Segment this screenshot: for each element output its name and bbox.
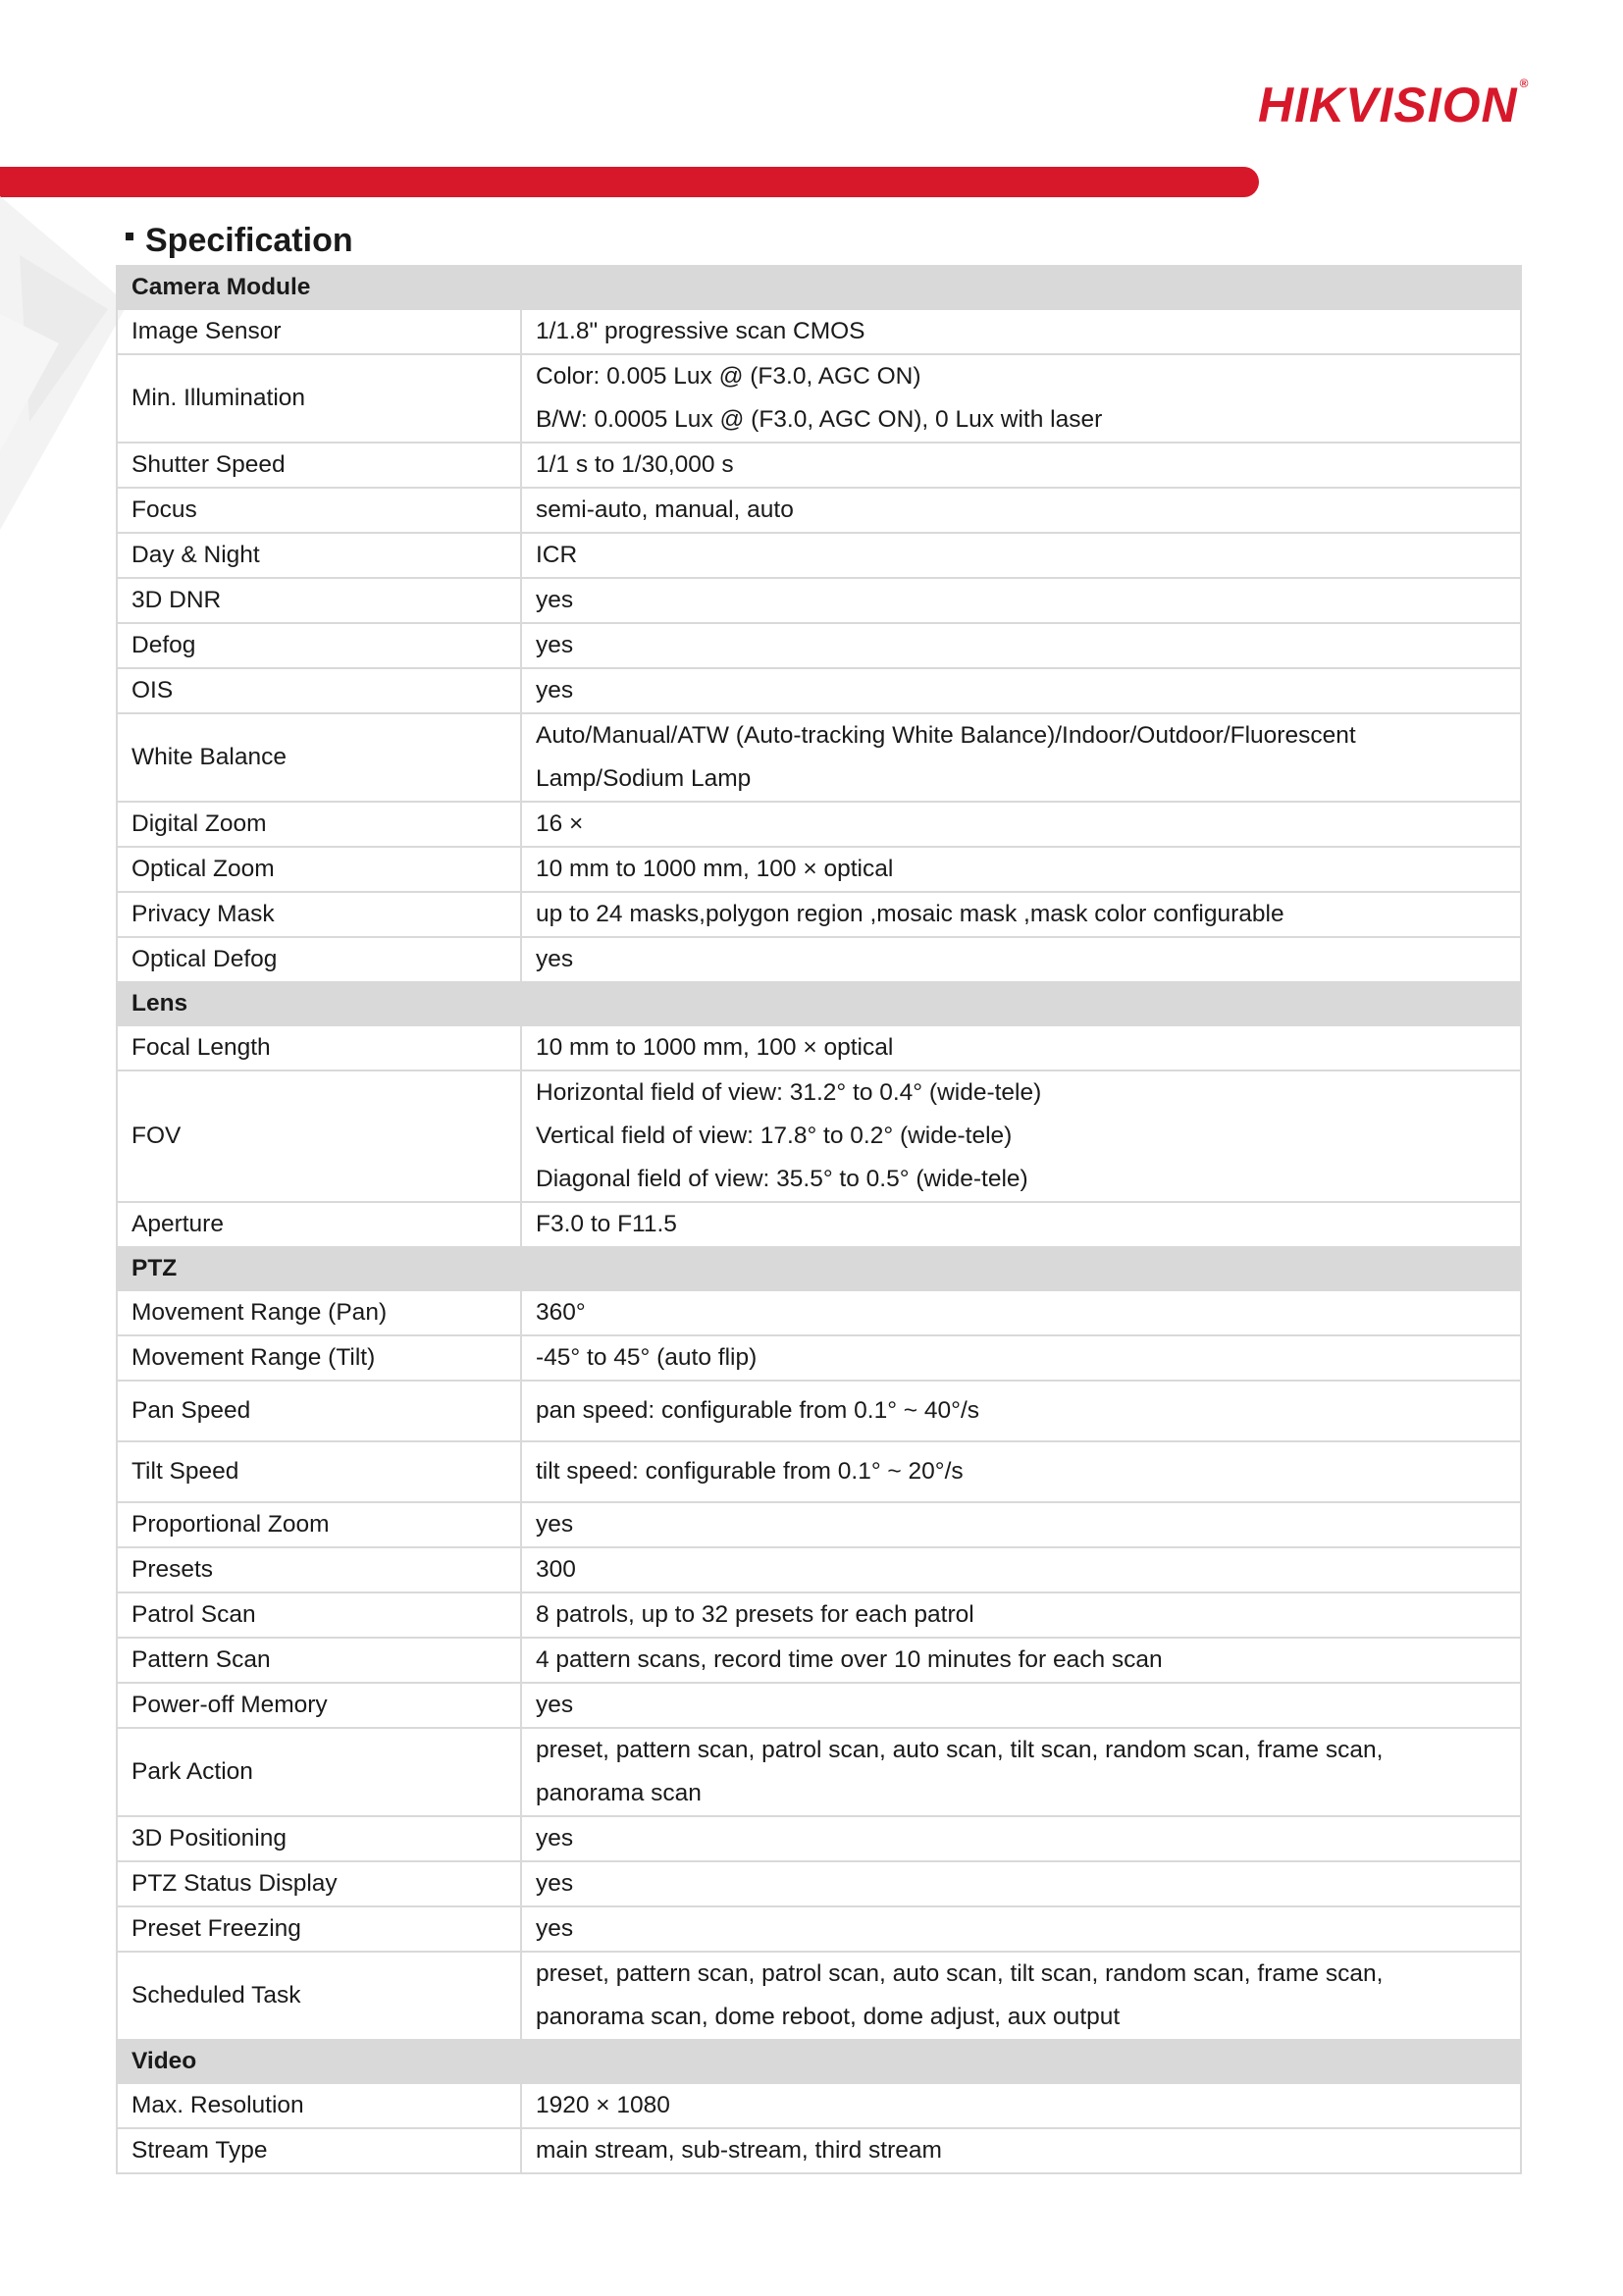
table-row — [117, 1683, 1521, 1728]
spec-value — [521, 1683, 1521, 1728]
spec-value — [521, 1592, 1521, 1638]
spec-value — [521, 802, 1521, 847]
spec-value-line: 10 mm to 1000 mm, 100 × optical — [536, 1034, 894, 1061]
spec-value-line: 1/1.8" progressive scan CMOS — [536, 318, 865, 344]
spec-key: Max. Resolution — [117, 2083, 521, 2128]
spec-value-line: yes — [536, 632, 574, 658]
page-title — [126, 222, 353, 260]
spec-value-line: Auto/Manual/ATW (Auto-tracking White Balance)/Indoor/Outdoor/Fluorescent — [536, 722, 1356, 749]
watermark-triangles — [0, 196, 128, 530]
bullet-icon — [126, 233, 133, 240]
spec-value-line: preset, pattern scan, patrol scan, auto scan, tilt scan, random scan, frame scan, — [536, 1737, 1384, 1763]
table-row — [117, 443, 1521, 488]
spec-key: Image Sensor — [117, 309, 521, 354]
logo-vision: VISION — [1345, 78, 1518, 132]
spec-key: Day & Night — [117, 533, 521, 578]
spec-key: Patrol Scan — [117, 1592, 521, 1638]
spec-value-line: panorama scan — [536, 1780, 702, 1806]
spec-key: Privacy Mask — [117, 892, 521, 937]
spec-key: Presets — [117, 1547, 521, 1592]
spec-key: PTZ Status Display — [117, 1861, 521, 1906]
spec-value — [521, 713, 1521, 802]
spec-value-line: Horizontal field of view: 31.2° to 0.4° (wide-tele) — [536, 1079, 1042, 1106]
spec-value-line: tilt speed: configurable from 0.1° ~ 20°/s — [536, 1458, 964, 1485]
spec-key: Stream Type — [117, 2128, 521, 2173]
spec-value — [521, 668, 1521, 713]
spec-value — [521, 354, 1521, 443]
spec-value-line: Vertical field of view: 17.8° to 0.2° (wide-tele) — [536, 1122, 1013, 1149]
table-row — [117, 2083, 1521, 2128]
spec-key: OIS — [117, 668, 521, 713]
spec-key: 3D DNR — [117, 578, 521, 623]
spec-key: Tilt Speed — [117, 1441, 521, 1502]
section-header-row — [117, 2040, 1521, 2083]
spec-value-line: 360° — [536, 1299, 586, 1326]
table-row — [117, 1816, 1521, 1861]
spec-key: Pan Speed — [117, 1381, 521, 1441]
table-row — [117, 488, 1521, 533]
spec-value-line: panorama scan, dome reboot, dome adjust, aux output — [536, 2004, 1121, 2030]
spec-key: Optical Zoom — [117, 847, 521, 892]
spec-value — [521, 443, 1521, 488]
spec-value — [521, 1638, 1521, 1683]
section-title: Video — [117, 2040, 1521, 2083]
spec-key: Scheduled Task — [117, 1952, 521, 2040]
specification-table — [116, 265, 1522, 2174]
table-row — [117, 937, 1521, 982]
spec-value — [521, 1070, 1521, 1202]
spec-value-line: yes — [536, 1915, 574, 1942]
spec-key: Preset Freezing — [117, 1906, 521, 1952]
spec-value-line: ICR — [536, 542, 578, 568]
hikvision-logo — [1258, 77, 1529, 133]
table-row — [117, 1441, 1521, 1502]
spec-value-line: pan speed: configurable from 0.1° ~ 40°/s — [536, 1397, 980, 1424]
spec-value — [521, 1728, 1521, 1816]
table-row — [117, 1502, 1521, 1547]
section-header-row — [117, 266, 1521, 309]
spec-key: Pattern Scan — [117, 1638, 521, 1683]
spec-value-line: B/W: 0.0005 Lux @ (F3.0, AGC ON), 0 Lux with laser — [536, 406, 1103, 433]
spec-key: White Balance — [117, 713, 521, 802]
section-header-row — [117, 1247, 1521, 1290]
table-row — [117, 1592, 1521, 1638]
table-row — [117, 1728, 1521, 1816]
table-row — [117, 1381, 1521, 1441]
spec-value — [521, 1025, 1521, 1070]
spec-value-line: main stream, sub-stream, third stream — [536, 2137, 942, 2164]
spec-value-line: F3.0 to F11.5 — [536, 1211, 677, 1237]
spec-value — [521, 1906, 1521, 1952]
spec-value — [521, 578, 1521, 623]
spec-value-line: 16 × — [536, 810, 584, 837]
spec-value-line: up to 24 masks,polygon region ,mosaic mask ,mask color configurable — [536, 901, 1284, 927]
spec-value-line: Lamp/Sodium Lamp — [536, 765, 752, 792]
section-title: Camera Module — [117, 266, 1521, 309]
logo-registered-mark: ® — [1519, 77, 1530, 90]
spec-value-line: preset, pattern scan, patrol scan, auto scan, tilt scan, random scan, frame scan, — [536, 1960, 1384, 1987]
spec-value-line: -45° to 45° (auto flip) — [536, 1344, 758, 1371]
spec-key: Power-off Memory — [117, 1683, 521, 1728]
spec-key: Movement Range (Tilt) — [117, 1335, 521, 1381]
table-row — [117, 847, 1521, 892]
table-row — [117, 1070, 1521, 1202]
table-row — [117, 309, 1521, 354]
spec-value — [521, 1290, 1521, 1335]
spec-key: Park Action — [117, 1728, 521, 1816]
table-row — [117, 1290, 1521, 1335]
spec-value-line: yes — [536, 677, 574, 704]
spec-value-line: Color: 0.005 Lux @ (F3.0, AGC ON) — [536, 363, 921, 390]
spec-value — [521, 309, 1521, 354]
spec-key: Digital Zoom — [117, 802, 521, 847]
spec-key: Aperture — [117, 1202, 521, 1247]
spec-key: Shutter Speed — [117, 443, 521, 488]
table-row — [117, 1638, 1521, 1683]
table-row — [117, 578, 1521, 623]
spec-value — [521, 1202, 1521, 1247]
table-row — [117, 623, 1521, 668]
spec-value-line: 4 pattern scans, record time over 10 minutes for each scan — [536, 1646, 1163, 1673]
spec-value — [521, 1861, 1521, 1906]
spec-key: Focus — [117, 488, 521, 533]
table-row — [117, 1861, 1521, 1906]
spec-value — [521, 2083, 1521, 2128]
spec-value-line: 300 — [536, 1556, 576, 1583]
spec-value — [521, 847, 1521, 892]
table-row — [117, 802, 1521, 847]
page-title-text: Specification — [145, 222, 353, 259]
section-title: PTZ — [117, 1247, 1521, 1290]
spec-value — [521, 1547, 1521, 1592]
spec-key: FOV — [117, 1070, 521, 1202]
spec-value-line: yes — [536, 946, 574, 972]
section-header-row — [117, 982, 1521, 1025]
spec-value-line: 8 patrols, up to 32 presets for each patrol — [536, 1601, 974, 1628]
table-row — [117, 1335, 1521, 1381]
spec-value-line: yes — [536, 587, 574, 613]
spec-value-line: 1920 × 1080 — [536, 2092, 670, 2118]
spec-key: Focal Length — [117, 1025, 521, 1070]
spec-value-line: semi-auto, manual, auto — [536, 496, 794, 523]
spec-value — [521, 488, 1521, 533]
spec-key: Movement Range (Pan) — [117, 1290, 521, 1335]
table-row — [117, 1906, 1521, 1952]
spec-key: Optical Defog — [117, 937, 521, 982]
spec-value-line: yes — [536, 1511, 574, 1538]
spec-value-line: Diagonal field of view: 35.5° to 0.5° (wide-tele) — [536, 1166, 1028, 1192]
spec-value — [521, 2128, 1521, 2173]
spec-value-line: 10 mm to 1000 mm, 100 × optical — [536, 856, 894, 882]
table-row — [117, 1952, 1521, 2040]
table-row — [117, 2128, 1521, 2173]
spec-value — [521, 1952, 1521, 2040]
spec-value — [521, 1441, 1521, 1502]
table-row — [117, 713, 1521, 802]
table-row — [117, 1547, 1521, 1592]
spec-value — [521, 937, 1521, 982]
spec-value-line: yes — [536, 1692, 574, 1718]
spec-value — [521, 533, 1521, 578]
section-title: Lens — [117, 982, 1521, 1025]
logo-hik: HIK — [1258, 78, 1346, 132]
table-row — [117, 892, 1521, 937]
spec-value — [521, 623, 1521, 668]
spec-key: 3D Positioning — [117, 1816, 521, 1861]
table-row — [117, 668, 1521, 713]
spec-value — [521, 1502, 1521, 1547]
spec-key: Min. Illumination — [117, 354, 521, 443]
spec-value-line: yes — [536, 1825, 574, 1852]
spec-key: Proportional Zoom — [117, 1502, 521, 1547]
spec-value — [521, 892, 1521, 937]
spec-value-line: yes — [536, 1870, 574, 1897]
spec-value — [521, 1381, 1521, 1441]
table-row — [117, 1025, 1521, 1070]
spec-value — [521, 1335, 1521, 1381]
spec-value — [521, 1816, 1521, 1861]
table-row — [117, 533, 1521, 578]
spec-value-line: 1/1 s to 1/30,000 s — [536, 451, 734, 478]
spec-key: Defog — [117, 623, 521, 668]
table-row — [117, 1202, 1521, 1247]
header-red-bar — [0, 167, 1259, 197]
table-row — [117, 354, 1521, 443]
